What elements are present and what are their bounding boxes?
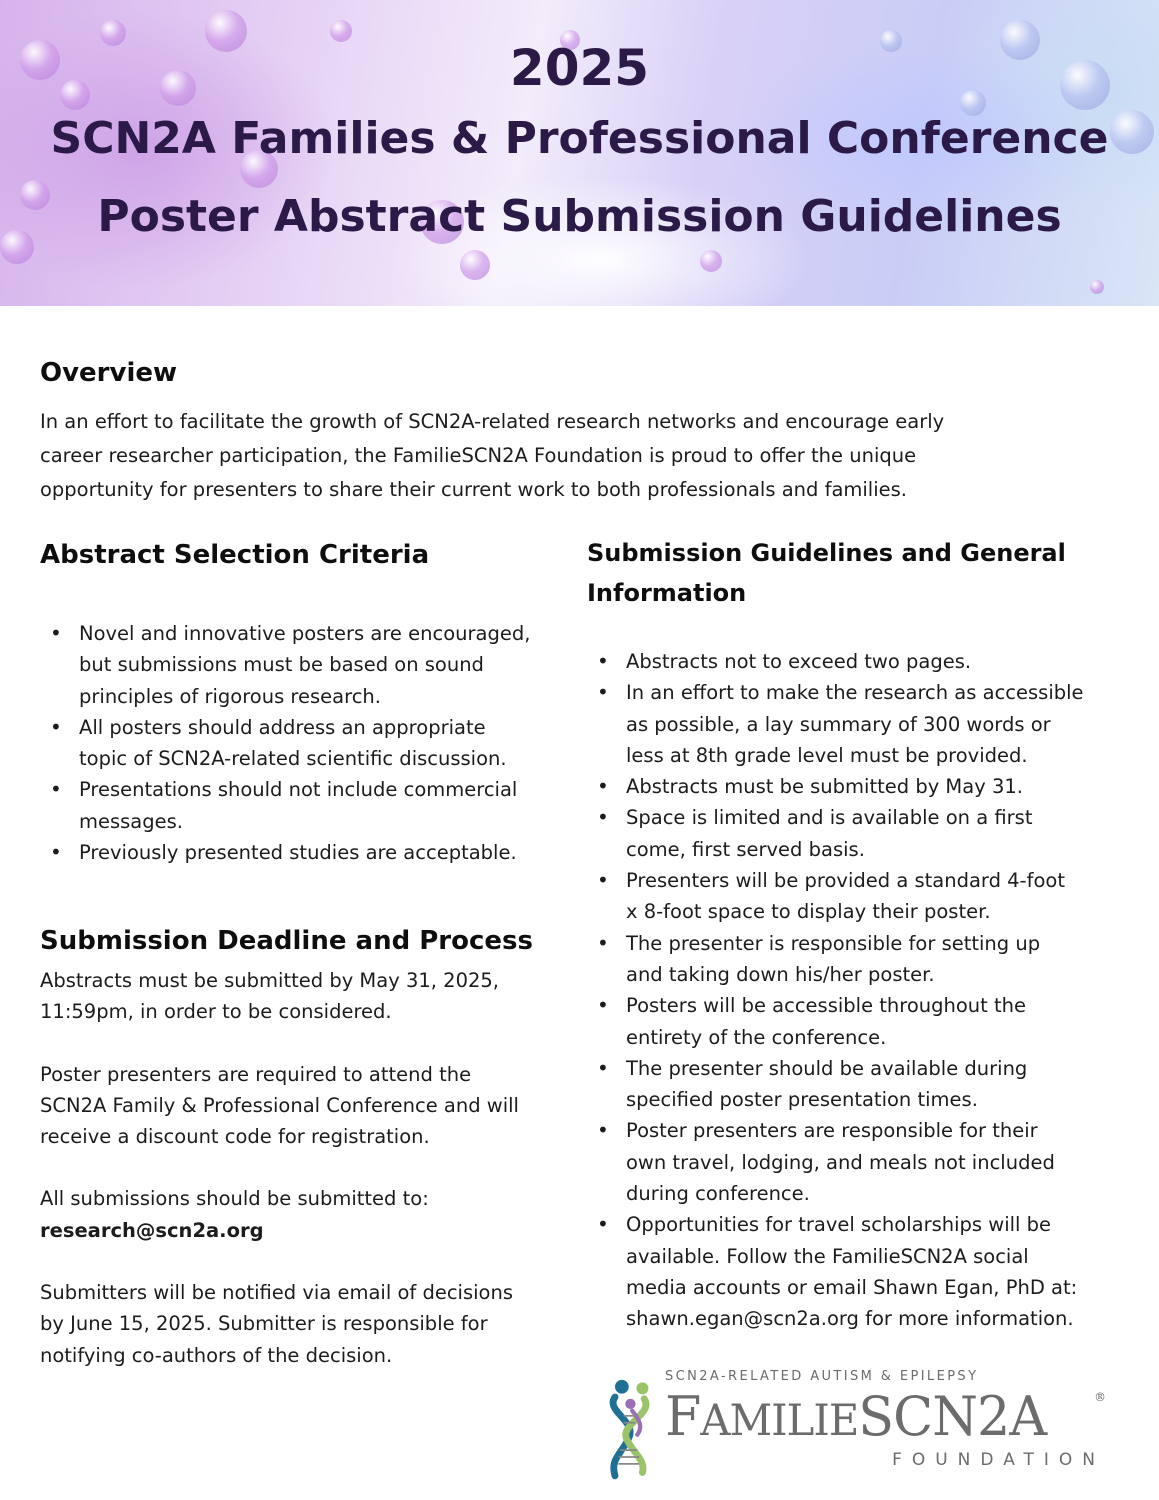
heading-line: Information	[587, 579, 747, 607]
page-title	[0, 36, 1159, 256]
text-line: receive a discount code for registration.	[40, 1125, 430, 1149]
list-item	[40, 774, 570, 837]
list-item-line: • Abstracts must be submitted by May 31.	[626, 775, 1023, 799]
list-item-line: specified poster presentation times.	[626, 1088, 978, 1112]
overview-line: opportunity for presenters to share their current work to both professionals and families.	[40, 478, 907, 501]
list-item-line: own travel, lodging, and meals not included	[626, 1150, 1055, 1174]
wordmark-initial: F	[665, 1385, 701, 1448]
list-item-line: • Abstracts not to exceed two pages.	[626, 650, 972, 673]
list-item-line: • The presenter is responsible for setting up	[626, 931, 1041, 955]
criteria-list	[40, 618, 570, 868]
text-line: notifying co-authors of the decision.	[40, 1343, 393, 1367]
deadline-paragraph	[40, 965, 575, 1028]
list-item	[587, 1115, 1152, 1209]
wordmark-familie: AMILIE	[700, 1396, 859, 1446]
title-guidelines: Poster Abstract Submission Guidelines	[97, 191, 1062, 242]
submission-address-paragraph	[40, 1183, 575, 1246]
criteria-heading: Abstract Selection Criteria	[40, 540, 430, 570]
title-year: 2025	[509, 39, 650, 97]
list-item-line: media accounts or email Shawn Egan, PhD at:	[626, 1275, 1078, 1299]
list-item-line: • Posters will be accessible throughout the	[626, 994, 1027, 1018]
list-item-line: • Previously presented studies are acceptable.	[79, 841, 517, 865]
list-item	[587, 646, 1152, 677]
text-line: Poster presenters are required to attend the	[40, 1062, 472, 1086]
list-item-line: • Poster presenters are responsible for their	[626, 1119, 1038, 1143]
list-item	[40, 712, 570, 775]
title-guidelines-row	[0, 178, 1159, 256]
list-item-line: and taking down his/her poster.	[626, 962, 935, 986]
guidelines-list	[587, 646, 1152, 1335]
list-item-line: topic of SCN2A-related scientific discussion.	[79, 747, 507, 771]
text-line: SCN2A Family & Professional Conference and will	[40, 1093, 519, 1117]
text-line: by June 15, 2025. Submitter is responsible for	[40, 1312, 488, 1336]
list-item-line: • All posters should address an appropriate	[79, 715, 486, 739]
list-item	[40, 618, 570, 712]
overview-text	[40, 405, 1140, 507]
list-item	[587, 1209, 1152, 1334]
list-item-line: • In an effort to make the research as accessible	[626, 681, 1084, 705]
guidelines-heading	[587, 533, 1066, 613]
list-item-line: messages.	[79, 809, 183, 833]
research-email-link[interactable]: research@scn2a.org	[40, 1218, 264, 1242]
overview-line: In an effort to facilitate the growth of SCN2A-related research networks and encourage early	[40, 410, 945, 433]
list-item	[587, 802, 1152, 865]
guidelines-list-container	[587, 646, 1152, 1335]
registered-mark: ®	[1094, 1390, 1105, 1404]
list-item-line: but submissions must be based on sound	[79, 653, 484, 677]
list-item-line: • Presentations should not include commercial	[79, 778, 518, 802]
header-banner	[0, 0, 1159, 306]
list-item	[587, 928, 1152, 991]
text-line: Abstracts must be submitted by May 31, 2025,	[40, 969, 499, 992]
text-line: All submissions should be submitted to:	[40, 1187, 429, 1211]
list-item	[587, 1053, 1152, 1116]
heading-line: Submission Guidelines and General	[587, 539, 1066, 567]
attendance-paragraph	[40, 1059, 575, 1153]
list-item-line: • Presenters will be provided a standard 4-foot	[626, 869, 1065, 893]
list-item-line: • Novel and innovative posters are encouraged,	[79, 622, 531, 645]
notification-paragraph	[40, 1277, 575, 1371]
overview-heading: Overview	[40, 358, 178, 388]
list-item-line: as possible, a lay summary of 300 words or	[626, 712, 1051, 736]
list-item-line: available. Follow the FamilieSCN2A social	[626, 1244, 1029, 1268]
logo-foundation: FOUNDATION	[892, 1450, 1105, 1470]
criteria-list-container	[40, 618, 570, 868]
logo-text-stack	[665, 1368, 1115, 1472]
list-item-line: • The presenter should be available during	[626, 1056, 1028, 1080]
list-item	[587, 865, 1152, 928]
list-item-line: principles of rigorous research.	[79, 684, 381, 708]
dna-family-icon	[603, 1368, 663, 1486]
familiescn2a-logo	[603, 1368, 1123, 1494]
list-item-line: x 8-foot space to display their poster.	[626, 900, 991, 924]
overview-line: career researcher participation, the FamilieSCN2A Foundation is proud to offer the unique	[40, 444, 917, 467]
list-item-line: come, first served basis.	[626, 837, 865, 861]
logo-wordmark	[665, 1385, 1105, 1448]
list-item	[587, 771, 1152, 802]
text-line: 11:59pm, in order to be considered.	[40, 1000, 392, 1024]
title-conference-row	[0, 100, 1159, 178]
list-item	[40, 837, 570, 868]
list-item-line: • Space is limited and is available on a first	[626, 806, 1033, 830]
logo-tagline: SCN2A-RELATED AUTISM & EPILEPSY	[665, 1369, 979, 1384]
wordmark-scn2a: SCN2A	[858, 1385, 1047, 1448]
list-item-line: during conference.	[626, 1182, 810, 1206]
list-item-line: • Opportunities for travel scholarships will be	[626, 1213, 1052, 1237]
text-line: Submitters will be notified via email of decisions	[40, 1281, 513, 1305]
deadline-heading: Submission Deadline and Process	[40, 926, 533, 956]
list-item-line: entirety of the conference.	[626, 1025, 887, 1049]
deadline-body	[40, 965, 575, 1371]
list-item-line: shawn.egan@scn2a.org for more information.	[626, 1307, 1074, 1331]
list-item	[587, 677, 1152, 771]
title-conference: SCN2A Families & Professional Conference	[50, 113, 1109, 164]
list-item	[587, 990, 1152, 1053]
list-item-line: less at 8th grade level must be provided.	[626, 743, 1028, 767]
